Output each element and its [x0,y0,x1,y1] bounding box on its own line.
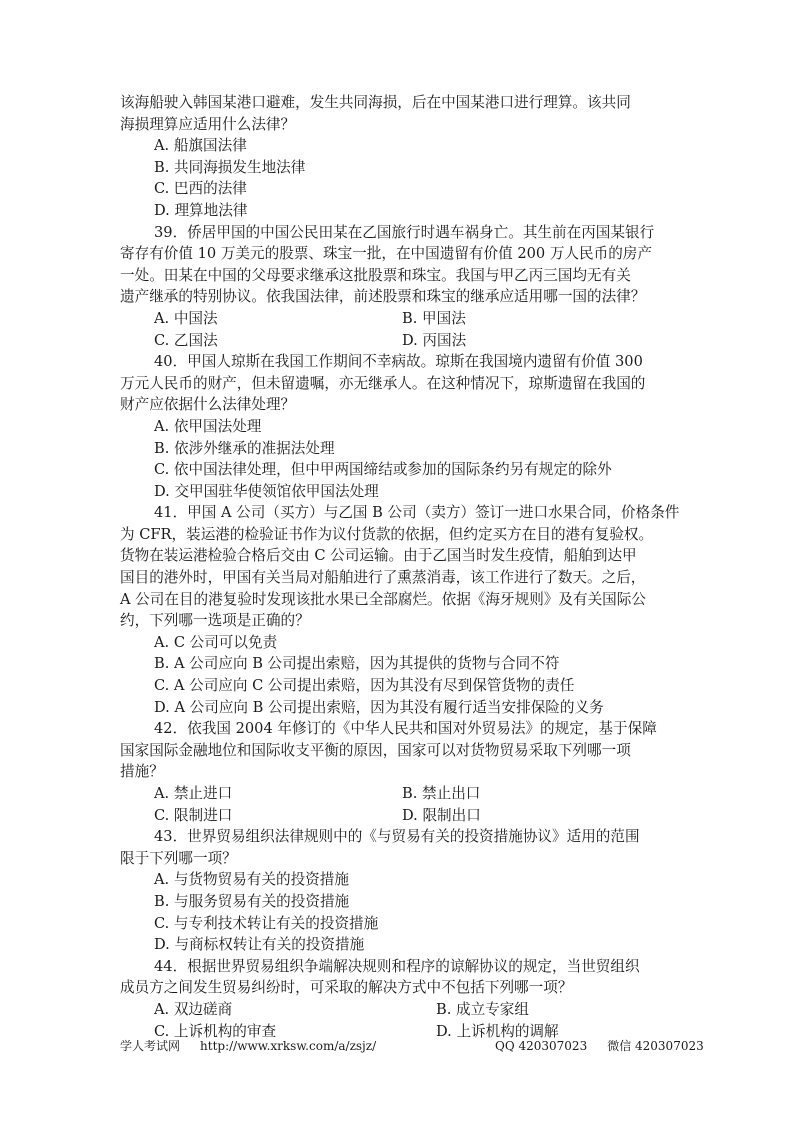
question-42-text-line: 国家国际金融地位和国际收支平衡的原因，国家可以对货物贸易采取下列哪一项 [120,741,631,759]
question-39-option-a: A. 中国法 [154,309,218,327]
question-41-option-b: B. A 公司应向 B 公司提出索赔，因为其提供的货物与合同不符 [154,655,560,673]
footer-contact [495,1038,704,1054]
question-38-text-line: 海损理算应适用什么法律？ [120,115,296,133]
question-40-option-a: A. 依甲国法处理 [154,417,262,435]
question-42-option-row [120,805,690,827]
question-44-option-d: D. 上诉机构的调解 [436,1022,559,1040]
question-40-option-c: C. 依中国法律处理，但中甲两国缔结或参加的国际条约另有规定的除外 [154,461,612,479]
question-39-option-c: C. 乙国法 [154,331,218,349]
question-38-option-b: B. 共同海损发生地法律 [154,158,306,176]
question-42-option-c: C. 限制进口 [154,806,233,824]
question-43-option-d: D. 与商标权转让有关的投资措施 [154,936,365,954]
question-39-text-line: 寄存有价值 10 万美元的股票、珠宝一批，在中国遗留有价值 200 万人民币的房产 [120,245,652,263]
question-44-option-b: B. 成立专家组 [436,1000,529,1018]
question-42-option-row [120,783,690,805]
question-41-text-line: A 公司在目的港复验时发现该批水果已全部腐烂。依据《海牙规则》及有关国际公 [120,590,646,608]
question-38-option-d: D. 理算地法律 [154,201,248,219]
question-39-option-row [120,330,690,352]
question-40-text-line: 万元人民币的财产，但未留遗嘱，亦无继承人。在这种情况下，琼斯遗留在我国的 [120,374,646,392]
question-42-option-b: B. 禁止出口 [402,785,481,802]
question-42-text-line: 措施？ [120,763,164,781]
question-41-text-line: 为 CFR，装运港的检验证书作为议付货款的依据，但约定买方在目的港有复验权。 [120,525,654,543]
question-42-text-line: 42．依我国 2004 年修订的《中华人民共和国对外贸易法》的规定，基于保障 [154,720,657,738]
question-40-text-line: 财产应依据什么法律处理？ [120,396,296,414]
question-40-text-line: 40．甲国人琼斯在我国工作期间不幸病故。琼斯在我国境内遗留有价值 300 [154,353,643,371]
question-41-text-line: 国目的港外时，甲国有关当局对船舶进行了熏蒸消毒，该工作进行了数天。之后， [120,569,646,587]
question-40-option-d: D. 交甲国驻华使领馆依甲国法处理 [154,482,379,500]
question-38-option-c: C. 巴西的法律 [154,180,247,198]
question-44-text-line: 44．根据世界贸易组织争端解决规则和程序的谅解协议的规定，当世贸组织 [154,957,640,975]
question-41-option-a: A. C 公司可以免责 [154,633,278,651]
footer-wechat: 微信 420307023 [607,1039,704,1053]
question-42-option-a: A. 禁止进口 [154,785,233,802]
footer-url[interactable]: http://www.xrksw.com/a/zsjz/ [200,1039,377,1053]
question-41-text-line: 约，下列哪一选项是正确的？ [120,612,310,630]
question-40-option-b: B. 依涉外继承的准据法处理 [154,439,335,457]
question-43-text-line: 43．世界贸易组织法律规则中的《与贸易有关的投资措施协议》适用的范围 [154,828,640,846]
question-41-text-line: 41．甲国 A 公司（买方）与乙国 B 公司（卖方）签订一进口水果合同，价格条件 [154,504,680,522]
question-44-option-a: A. 双边磋商 [154,1000,233,1018]
footer-site-name: 学人考试网 [120,1039,181,1053]
question-39-option-d: D. 丙国法 [402,331,467,349]
question-41-option-c: C. A 公司应向 C 公司提出索赔，因为其没有尽到保管货物的责任 [154,677,575,695]
footer-qq: QQ 420307023 [495,1039,588,1053]
question-42-option-d: D. 限制出口 [402,806,481,824]
footer-left [120,1038,376,1054]
question-43-option-b: B. 与服务贸易有关的投资措施 [154,892,350,910]
question-39-text-line: 一处。田某在中国的父母要求继承这批股票和珠宝。我国与甲乙丙三国均无有关 [120,266,631,284]
question-38-text-line: 该海船驶入韩国某港口避难，发生共同海损，后在中国某港口进行理算。该共同 [120,94,631,111]
question-43-option-c: C. 与专利技术转让有关的投资措施 [154,914,379,932]
question-38-option-a: A. 船旗国法律 [154,137,247,155]
question-44-option-c: C. 上诉机构的审查 [154,1022,277,1040]
question-43-text-line: 限于下列哪一项？ [120,849,237,867]
question-41-option-d: D. A 公司应向 B 公司提出索赔，因为其没有履行适当安排保险的义务 [154,698,604,716]
question-39-text-line: 39．侨居甲国的中国公民田某在乙国旅行时遇车祸身亡。其生前在丙国某银行 [154,223,655,241]
question-41-text-line: 货物在装运港检验合格后交由 C 公司运输。由于乙国当时发生疫情，船舶到达甲 [120,547,637,565]
question-39-option-row [120,308,690,330]
question-44-option-row [120,999,690,1021]
question-44-text-line: 成员方之间发生贸易纠纷时，可采取的解决方式中不包括下列哪一项？ [120,979,573,997]
question-39-text-line: 遗产继承的特别协议。依我国法律，前述股票和珠宝的继承应适用哪一国的法律？ [120,288,646,306]
question-43-option-a: A. 与货物贸易有关的投资措施 [154,871,349,889]
document-body [120,92,690,1042]
question-39-option-b: B. 甲国法 [402,309,466,327]
